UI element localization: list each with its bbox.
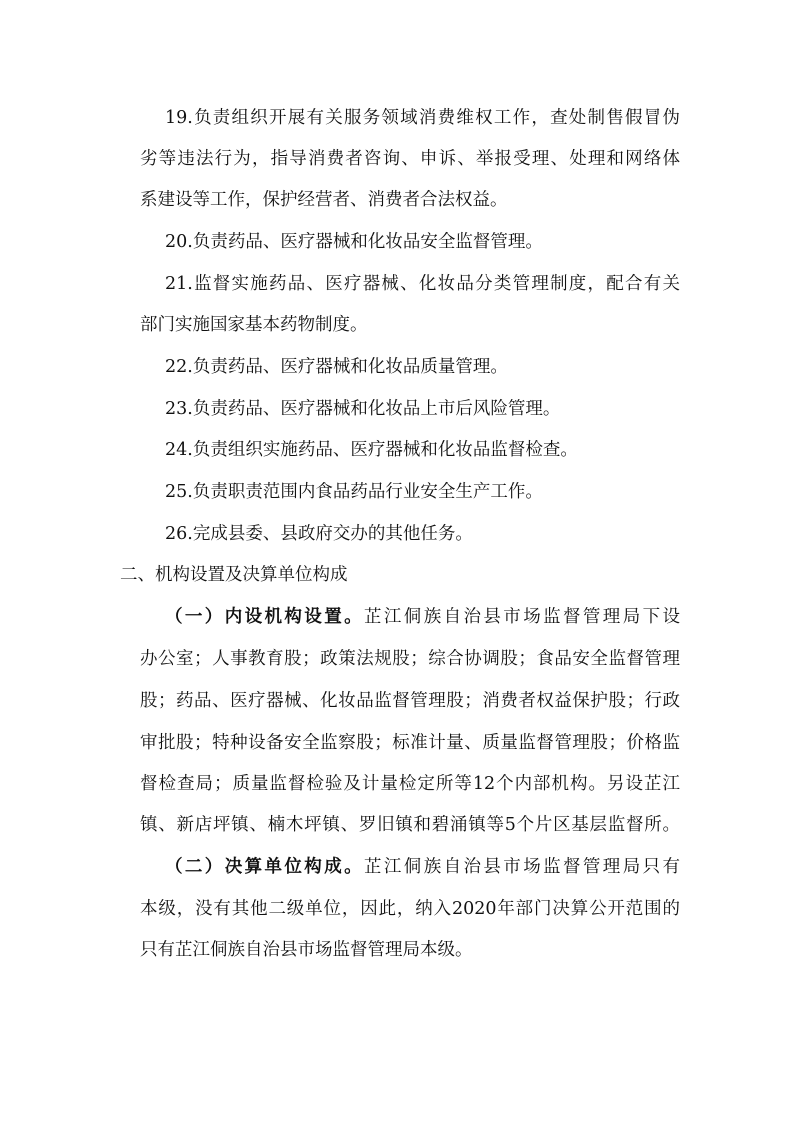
item-21-line-1: 21.监督实施药品、医疗器械、化妆品分类管理制度，配合有关 bbox=[165, 274, 680, 294]
sub-1-line-5: 督检查局；质量监督检验及计量检定所等12个内部机构。另设芷江 bbox=[140, 774, 680, 794]
item-26: 26.完成县委、县政府交办的其他任务。 bbox=[165, 524, 473, 544]
section-2-heading: 二、机构设置及决算单位构成 bbox=[120, 565, 348, 585]
item-24: 24.负责组织实施药品、医疗器械和化妆品监督检查。 bbox=[165, 440, 578, 460]
sub-2-line-3: 只有芷江侗族自治县市场监督管理局本级。 bbox=[140, 940, 473, 960]
item-19-line-2: 劣等违法行为，指导消费者咨询、申诉、举报受理、处理和网络体 bbox=[140, 149, 680, 169]
sub-2-line-1-text: 芷江侗族自治县市场监督管理局只有 bbox=[364, 857, 680, 877]
sub-1-title: （一）内设机构设置。 bbox=[165, 607, 364, 627]
item-19-line-3: 系建设等工作，保护经营者、消费者合法权益。 bbox=[140, 190, 508, 210]
sub-1-line-6: 镇、新店坪镇、楠木坪镇、罗旧镇和碧涌镇等5个片区基层监督所。 bbox=[140, 815, 680, 835]
item-23: 23.负责药品、医疗器械和化妆品上市后风险管理。 bbox=[165, 399, 561, 419]
item-21-line-2: 部门实施国家基本药物制度。 bbox=[140, 315, 368, 335]
item-20: 20.负责药品、医疗器械和化妆品安全监督管理。 bbox=[165, 232, 543, 252]
sub-1-line-3: 股；药品、医疗器械、化妆品监督管理股；消费者权益保护股；行政 bbox=[140, 691, 680, 711]
item-22: 22.负责药品、医疗器械和化妆品质量管理。 bbox=[165, 357, 508, 377]
item-19-line-1: 19.负责组织开展有关服务领域消费维权工作，查处制售假冒伪 bbox=[165, 108, 680, 128]
sub-1-line-4: 审批股；特种设备安全监察股；标准计量、质量监督管理股；价格监 bbox=[140, 733, 680, 753]
sub-1-line-1 bbox=[165, 605, 680, 629]
sub-1-line-2: 办公室；人事教育股；政策法规股；综合协调股；食品安全监督管理 bbox=[140, 649, 680, 669]
sub-2-title: （二）决算单位构成。 bbox=[165, 857, 364, 877]
sub-1-line-1-text: 芷江侗族自治县市场监督管理局下设 bbox=[364, 607, 680, 627]
sub-2-line-1 bbox=[165, 855, 680, 879]
sub-2-line-2: 本级，没有其他二级单位，因此，纳入2020年部门决算公开范围的 bbox=[140, 899, 680, 919]
item-25: 25.负责职责范围内食品药品行业安全生产工作。 bbox=[165, 482, 543, 502]
